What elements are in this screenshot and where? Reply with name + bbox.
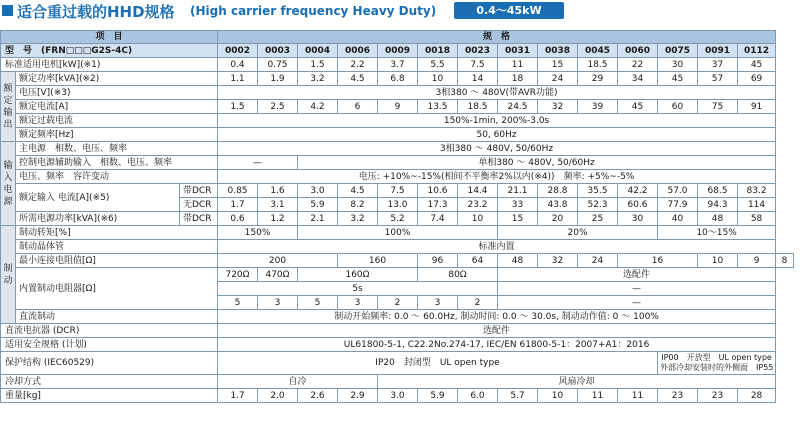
value-cell: 14.4 xyxy=(458,184,498,198)
value-cell: 4.2 xyxy=(298,100,338,114)
value-cell: 2.2 xyxy=(338,58,378,72)
value-cell: 4.5 xyxy=(338,72,378,86)
value-cell: 3.7 xyxy=(378,58,418,72)
output-overload-row xyxy=(1,114,794,128)
model-cell: 0009 xyxy=(378,44,418,58)
value-cell: 52.3 xyxy=(578,198,618,212)
output-capacity-row xyxy=(1,72,794,86)
value-cell: 2.9 xyxy=(338,389,378,403)
value-cell: 114 xyxy=(738,198,776,212)
safety-row xyxy=(1,338,794,352)
model-cell: 0075 xyxy=(658,44,698,58)
merged-value-cell: 制动开始频率: 0.0 ～ 60.0Hz, 制动时间: 0.0 ～ 30.0s, 制动动作值: 0 ～ 100% xyxy=(218,310,776,324)
item-column-header: 项 目 xyxy=(1,31,218,44)
row-label: 制动转矩[%] xyxy=(16,226,218,240)
protection-open-type: IP00 开放型 UL open type xyxy=(661,353,772,362)
value-cell: 18.5 xyxy=(458,100,498,114)
output-current-row xyxy=(1,100,794,114)
value-cell: 32 xyxy=(538,100,578,114)
value-cell: 45 xyxy=(658,72,698,86)
value-cell: 5 xyxy=(218,296,258,310)
value-cell: 9 xyxy=(738,254,776,268)
value-cell: 37 xyxy=(698,58,738,72)
value-cell: 45 xyxy=(738,58,776,72)
model-cell: 0060 xyxy=(618,44,658,58)
value-cell: 1.6 xyxy=(258,184,298,198)
value-cell: 2 xyxy=(458,296,498,310)
value-cell: 23.2 xyxy=(458,198,498,212)
value-cell: 25 xyxy=(578,212,618,226)
output-voltage-row xyxy=(1,86,794,100)
value-cell: 0.85 xyxy=(218,184,258,198)
input-current-dcr-row xyxy=(1,184,794,198)
value-cell: 33 xyxy=(498,198,538,212)
merged-value-cell: 选配件 xyxy=(498,268,776,282)
value-cell: 64 xyxy=(458,254,498,268)
input-aux-row xyxy=(1,156,794,170)
model-cell: 0045 xyxy=(578,44,618,58)
value-cell: 3.1 xyxy=(258,198,298,212)
row-label: 内置制动电阻器[Ω] xyxy=(16,268,218,310)
value-cell: 1.2 xyxy=(258,212,298,226)
value-cell: 2.1 xyxy=(298,212,338,226)
value-cell: 11 xyxy=(498,58,538,72)
model-cell: 0038 xyxy=(538,44,578,58)
page-title: 适合重过载的HHD规格 xyxy=(17,3,175,21)
value-cell: 60 xyxy=(658,100,698,114)
value-cell: 28.8 xyxy=(538,184,578,198)
value-cell: 2.0 xyxy=(258,389,298,403)
value-cell: 6 xyxy=(338,100,378,114)
braking-min-resistor-row xyxy=(1,254,794,268)
row-label: 电压、频率 容许变动 xyxy=(16,170,218,184)
merged-value-cell: 自冷 xyxy=(218,375,378,389)
value-cell: 0.6 xyxy=(218,212,258,226)
value-cell: 720Ω xyxy=(218,268,258,282)
value-cell: 48 xyxy=(498,254,538,268)
value-cell: 1.5 xyxy=(298,58,338,72)
page-header xyxy=(0,0,800,24)
merged-value-cell: 160 xyxy=(338,254,418,268)
value-cell: 58 xyxy=(738,212,776,226)
row-label: 标准适用电机[kW](※1) xyxy=(1,58,218,72)
value-cell: 5.5 xyxy=(418,58,458,72)
value-cell: 17.3 xyxy=(418,198,458,212)
value-cell: 11 xyxy=(578,389,618,403)
value-cell: 77.9 xyxy=(658,198,698,212)
value-cell: 3.0 xyxy=(298,184,338,198)
merged-value-cell: 20% xyxy=(498,226,658,240)
rated-motor-row xyxy=(1,58,794,72)
model-cell: 0004 xyxy=(298,44,338,58)
model-cell: 0002 xyxy=(218,44,258,58)
protection-external-cooling: 外部冷却安装时的外侧面 IP55 xyxy=(660,363,774,372)
page-subtitle: (High carrier frequency Heavy Duty) xyxy=(190,4,437,18)
value-cell: 23 xyxy=(698,389,738,403)
merged-value-cell: 80Ω xyxy=(418,268,498,282)
value-cell: 14 xyxy=(458,72,498,86)
weight-row xyxy=(1,389,794,403)
merged-value-cell: 150% xyxy=(218,226,298,240)
value-cell: 60.6 xyxy=(618,198,658,212)
input-power-row xyxy=(1,212,794,226)
merged-value-cell: 标准内置 xyxy=(218,240,776,254)
row-label: 冷却方式 xyxy=(1,375,218,389)
value-cell: 10.6 xyxy=(418,184,458,198)
merged-value-cell: 电压: +10%~-15%(相间不平衡率2%以内(※4)) 频率: +5%~-5% xyxy=(218,170,776,184)
value-cell: 5.9 xyxy=(298,198,338,212)
value-cell: 24 xyxy=(538,72,578,86)
value-cell: 24 xyxy=(578,254,618,268)
value-cell: 20 xyxy=(538,212,578,226)
row-label: 保护结构 (IEC60529) xyxy=(1,352,218,375)
row-label: 额定过载电流 xyxy=(16,114,218,128)
value-cell: 35.5 xyxy=(578,184,618,198)
row-label: 额定频率[Hz] xyxy=(16,128,218,142)
value-cell: 3 xyxy=(418,296,458,310)
value-cell: 3.2 xyxy=(338,212,378,226)
value-cell: 34 xyxy=(618,72,658,86)
value-cell: 30 xyxy=(618,212,658,226)
value-cell: 18 xyxy=(498,72,538,86)
value-cell: 2.6 xyxy=(298,389,338,403)
value-cell: 7.5 xyxy=(458,58,498,72)
value-cell: 1.9 xyxy=(258,72,298,86)
value-cell: 10 xyxy=(418,72,458,86)
value-cell: 18.5 xyxy=(578,58,618,72)
sub-label: 无DCR xyxy=(180,198,218,212)
value-cell: 43.8 xyxy=(538,198,578,212)
merged-value-cell: 160Ω xyxy=(298,268,418,282)
row-label: 最小连接电阻值[Ω] xyxy=(16,254,218,268)
input-tolerance-row xyxy=(1,170,794,184)
row-label: 额定输入 电流[A](※5) xyxy=(16,184,180,212)
row-label: 适用安全规格 (计划) xyxy=(1,338,218,352)
merged-value-cell: 150%-1min, 200%-3.0s xyxy=(218,114,776,128)
value-cell: 11 xyxy=(618,389,658,403)
model-label: 型 号 (FRN□□□G2S-4C) xyxy=(1,44,218,58)
merged-value-cell xyxy=(658,352,776,375)
merged-value-cell: 风扇冷却 xyxy=(378,375,776,389)
value-cell: 3.2 xyxy=(298,72,338,86)
row-label: 制动晶体管 xyxy=(16,240,218,254)
merged-value-cell: 5s xyxy=(218,282,498,296)
dc-reactor-row xyxy=(1,324,794,338)
merged-value-cell: — xyxy=(498,282,776,296)
model-cell: 0091 xyxy=(698,44,738,58)
value-cell: 3.0 xyxy=(378,389,418,403)
value-cell: 40 xyxy=(658,212,698,226)
value-cell: 8 xyxy=(776,254,794,268)
value-cell: 3 xyxy=(338,296,378,310)
spec-table xyxy=(0,30,794,403)
value-cell: 10 xyxy=(698,254,738,268)
merged-value-cell: — xyxy=(218,156,298,170)
value-cell: 68.5 xyxy=(698,184,738,198)
value-cell: 57.0 xyxy=(658,184,698,198)
merged-value-cell: 3相380 ～ 480V, 50/60Hz xyxy=(218,142,776,156)
value-cell: 1.5 xyxy=(218,100,258,114)
value-cell: 13.5 xyxy=(418,100,458,114)
merged-value-cell: 单相380 ～ 480V, 50/60Hz xyxy=(298,156,776,170)
value-cell: 39 xyxy=(578,100,618,114)
value-cell: 6.8 xyxy=(378,72,418,86)
model-cell: 0112 xyxy=(738,44,776,58)
input-group-label: 输入电源 xyxy=(1,142,16,226)
row-label: 电压[V](※3) xyxy=(16,86,218,100)
merged-value-cell: UL61800-5-1, C22.2No.274-17, IEC/EN 61800-5-1：2007+A1：2016 xyxy=(218,338,776,352)
value-cell: 29 xyxy=(578,72,618,86)
value-cell: 94.3 xyxy=(698,198,738,212)
value-cell: 5.7 xyxy=(498,389,538,403)
value-cell: 2.5 xyxy=(258,100,298,114)
row-label: 主电源 相数、电压、频率 xyxy=(16,142,218,156)
value-cell: 1.7 xyxy=(218,198,258,212)
value-cell: 75 xyxy=(698,100,738,114)
row-label: 直流制动 xyxy=(16,310,218,324)
model-row xyxy=(1,44,794,58)
spec-column-header: 规 格 xyxy=(218,31,776,44)
value-cell: 96 xyxy=(418,254,458,268)
table-header-row xyxy=(1,31,794,44)
protection-row xyxy=(1,352,794,375)
row-label: 额定功率[kVA](※2) xyxy=(16,72,218,86)
value-cell: 4.5 xyxy=(338,184,378,198)
merged-value-cell: 200 xyxy=(218,254,338,268)
value-cell: 48 xyxy=(698,212,738,226)
value-cell: 15 xyxy=(498,212,538,226)
braking-internal-row xyxy=(1,268,794,282)
merged-value-cell: 10～15% xyxy=(658,226,776,240)
sub-label: 带DCR xyxy=(180,184,218,198)
model-cell: 0023 xyxy=(458,44,498,58)
merged-value-cell: 选配件 xyxy=(218,324,776,338)
merged-value-cell: 100% xyxy=(298,226,498,240)
value-cell: 0.75 xyxy=(258,58,298,72)
model-cell: 0006 xyxy=(338,44,378,58)
value-cell: 5.9 xyxy=(418,389,458,403)
value-cell: 15 xyxy=(538,58,578,72)
merged-value-cell: — xyxy=(498,296,776,310)
value-cell: 5 xyxy=(298,296,338,310)
model-cell: 0003 xyxy=(258,44,298,58)
value-cell: 23 xyxy=(658,389,698,403)
value-cell: 5.2 xyxy=(378,212,418,226)
merged-value-cell: 50, 60Hz xyxy=(218,128,776,142)
value-cell: 6.0 xyxy=(458,389,498,403)
value-cell: 22 xyxy=(618,58,658,72)
power-range-badge: 0.4～45kW xyxy=(454,2,564,19)
value-cell: 7.4 xyxy=(418,212,458,226)
value-cell: 2 xyxy=(378,296,418,310)
value-cell: 9 xyxy=(378,100,418,114)
braking-dc-row xyxy=(1,310,794,324)
value-cell: 91 xyxy=(738,100,776,114)
value-cell: 30 xyxy=(658,58,698,72)
row-label: 重量[kg] xyxy=(1,389,218,403)
value-cell: 13.0 xyxy=(378,198,418,212)
value-cell: 42.2 xyxy=(618,184,658,198)
row-label: 直流电抗器 (DCR) xyxy=(1,324,218,338)
row-label: 额定电流[A] xyxy=(16,100,218,114)
cooling-row xyxy=(1,375,794,389)
row-label: 控制电源辅助输入 相数、电压、频率 xyxy=(16,156,218,170)
value-cell: 1.1 xyxy=(218,72,258,86)
merged-value-cell: 16 xyxy=(618,254,698,268)
value-cell: 24.5 xyxy=(498,100,538,114)
title-marker-icon xyxy=(2,5,13,16)
model-cell: 0018 xyxy=(418,44,458,58)
value-cell: 45 xyxy=(618,100,658,114)
value-cell: 470Ω xyxy=(258,268,298,282)
model-cell: 0031 xyxy=(498,44,538,58)
braking-transistor-row xyxy=(1,240,794,254)
value-cell: 69 xyxy=(738,72,776,86)
value-cell: 10 xyxy=(538,389,578,403)
value-cell: 3 xyxy=(258,296,298,310)
braking-group-label: 制动 xyxy=(1,226,16,324)
row-label: 所需电源功率[kVA](※6) xyxy=(16,212,180,226)
merged-value-cell: 3相380 ～ 480V(带AVR功能) xyxy=(218,86,776,100)
value-cell: 10 xyxy=(458,212,498,226)
value-cell: 8.2 xyxy=(338,198,378,212)
value-cell: 0.4 xyxy=(218,58,258,72)
sub-label: 带DCR xyxy=(180,212,218,226)
input-main-row xyxy=(1,142,794,156)
value-cell: 28 xyxy=(738,389,776,403)
value-cell: 21.1 xyxy=(498,184,538,198)
braking-torque-row xyxy=(1,226,794,240)
value-cell: 32 xyxy=(538,254,578,268)
value-cell: 1.7 xyxy=(218,389,258,403)
output-frequency-row xyxy=(1,128,794,142)
output-group-label: 额定输出 xyxy=(1,72,16,142)
value-cell: 83.2 xyxy=(738,184,776,198)
value-cell: 7.5 xyxy=(378,184,418,198)
value-cell: 57 xyxy=(698,72,738,86)
merged-value-cell: IP20 封闭型 UL open type xyxy=(218,352,658,375)
